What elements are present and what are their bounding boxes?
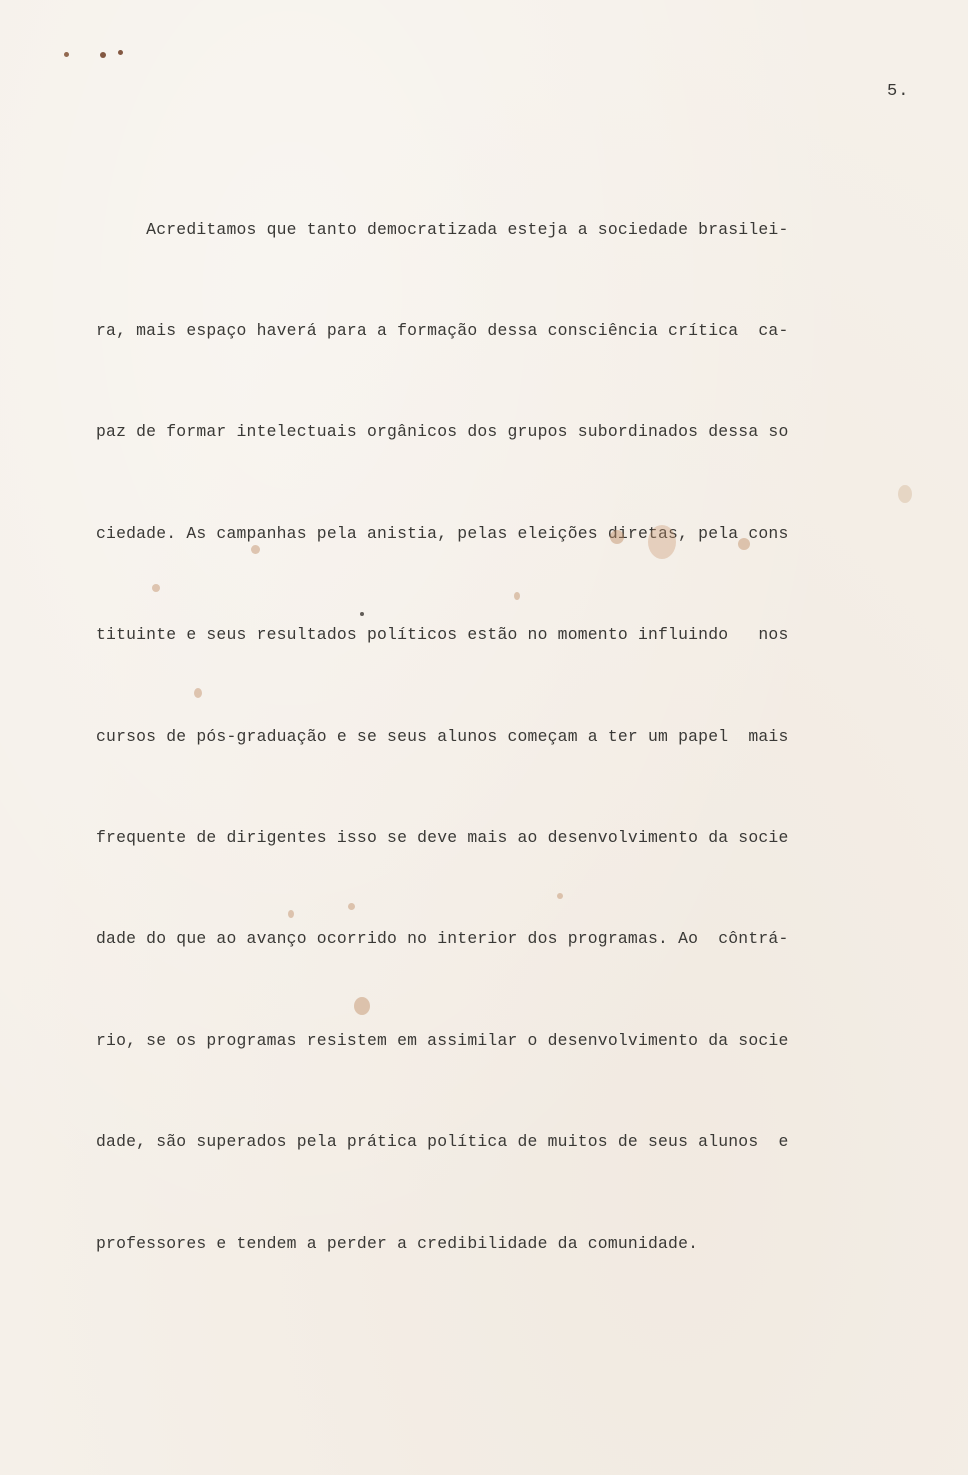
paragraph-line: rio, se os programas resistem em assimilar o desenvolvimento da socie [96,1030,789,1050]
paragraph-line: paz de formar intelectuais orgânicos dos grupos subordinados dessa so [96,422,789,442]
paragraph-line: professores e tendem a perder a credibilidade da comunidade. [96,1233,699,1253]
age-spot [514,592,520,600]
paragraph-line: dade do que ao avanço ocorrido no interior dos programas. Ao côntrá- [96,929,789,949]
paragraph-line: tituinte e seus resultados políticos estão no momento influindo nos [96,625,789,645]
age-spot [251,545,260,554]
age-spot [354,997,370,1015]
age-spot [152,584,160,592]
paragraph-line: ra, mais espaço haverá para a formação dessa consciência crítica ca- [96,320,789,340]
age-spot [100,52,106,58]
paragraph-line: ciedade. As campanhas pela anistia, pelas eleições diretas, pela cons [96,523,789,543]
age-spot [610,530,624,544]
age-spot [557,893,563,899]
age-spot [360,612,364,616]
paragraph-line: cursos de pós-graduação e se seus alunos começam a ter um papel mais [96,726,789,746]
age-spot [648,525,676,559]
age-spot [118,50,123,55]
age-spot [288,910,294,918]
age-spot [64,52,69,57]
body-paragraph [96,145,936,1328]
age-spot [738,538,750,550]
paragraph-line: frequente de dirigentes isso se deve mais ao desenvolvimento da socie [96,827,789,847]
age-spot [194,688,202,698]
age-spot [348,903,355,910]
page-number: 5. [887,82,910,101]
paragraph-line: dade, são superados pela prática política de muitos de seus alunos e [96,1132,789,1152]
age-spot [898,485,912,503]
paragraph-line: Acreditamos que tanto democratizada esteja a sociedade brasilei- [96,219,789,239]
